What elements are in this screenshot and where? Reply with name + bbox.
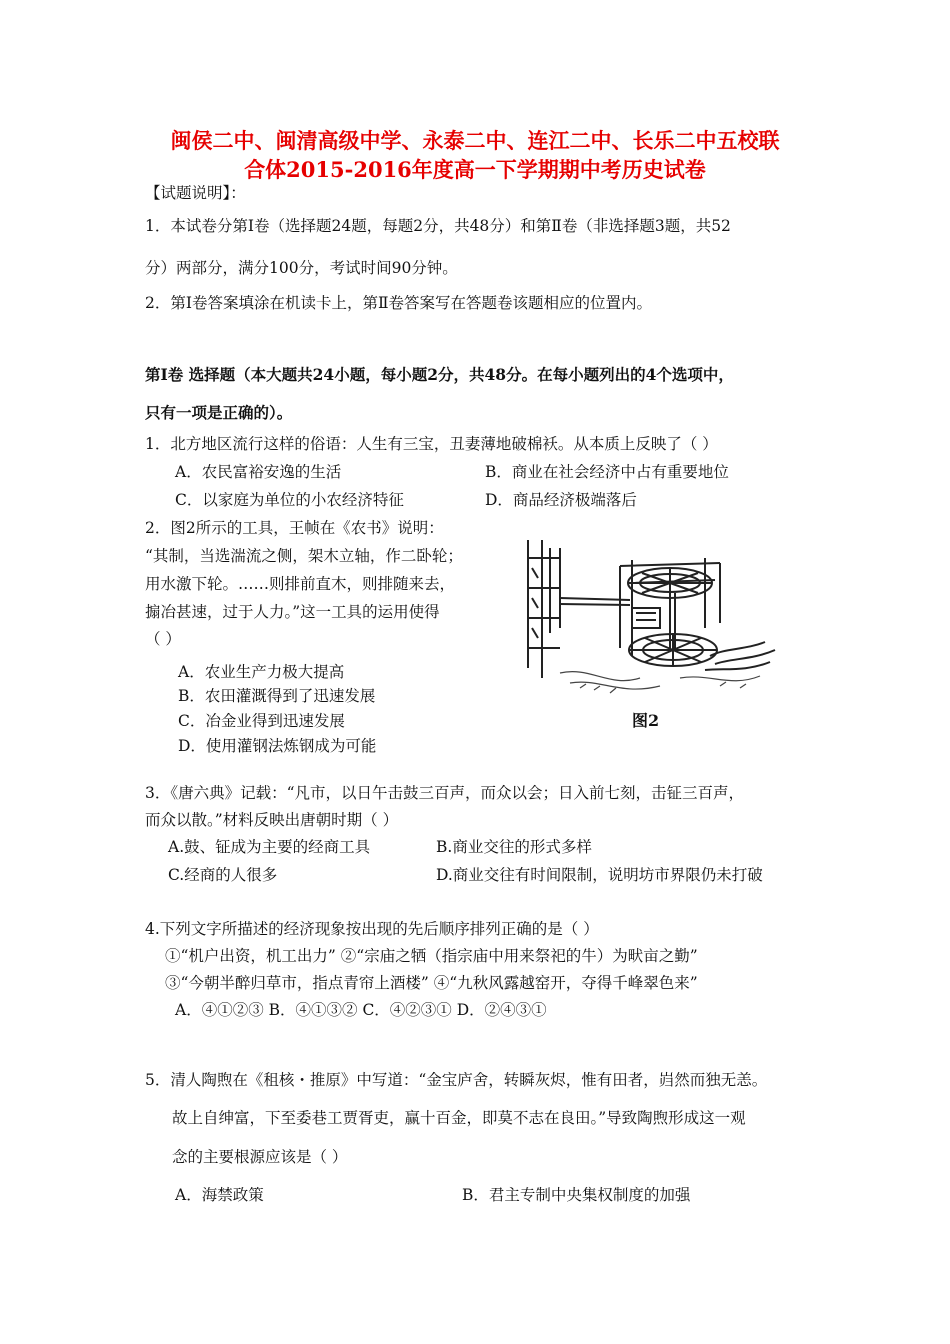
section-line-1: 第Ⅰ卷 选择题（本大题共24小题，每小题2分，共48分。在每小题列出的4个选项中， bbox=[145, 365, 734, 384]
water-powered-bellows-illustration bbox=[520, 538, 780, 698]
q3-line-2: 而众以散。”材料反映出唐朝时期（ ） bbox=[145, 811, 399, 829]
q1-option-b: B．商业在社会经济中占有重要地位 bbox=[485, 463, 729, 481]
q5-line-3: 念的主要根源应该是（ ） bbox=[172, 1148, 348, 1166]
q3-option-b: B.商业交往的形式多样 bbox=[436, 838, 592, 856]
instruction-1a: 1．本试卷分第Ⅰ卷（选择题24题，每题2分，共48分）和第Ⅱ卷（非选择题3题，共52 bbox=[145, 217, 731, 235]
q1-option-a: A．农民富裕安逸的生活 bbox=[175, 463, 342, 481]
q3-line-1: 3．《唐六典》记载：“凡市，以日午击鼓三百声，而众以会；日入前七刻，击钲三百声， bbox=[145, 784, 745, 802]
instructions-heading: 【试题说明】： bbox=[145, 184, 246, 202]
q2-line-2: “其制，当选湍流之侧，架木立轴，作二卧轮； bbox=[145, 547, 463, 565]
q5-option-a: A．海禁政策 bbox=[175, 1186, 264, 1204]
q2-option-c: C．冶金业得到迅速发展 bbox=[178, 712, 345, 730]
q5-line-1: 5．清人陶煦在《租核・推原》中写道：“金宝庐舍，转瞬灰烬，惟有田者，岿然而独无恙。 bbox=[145, 1071, 768, 1089]
q2-line-5: （ ） bbox=[145, 630, 181, 648]
q2-line-4: 搧冶甚速，过于人力。”这一工具的运用使得 bbox=[145, 603, 440, 621]
q2-line-1: 2．图2所示的工具，王帧在《农书》说明： bbox=[145, 519, 444, 537]
q4-stem: 4.下列文字所描述的经济现象按出现的先后顺序排列正确的是（ ） bbox=[145, 920, 599, 938]
figure-caption: 图2 bbox=[632, 711, 660, 730]
title-line-1: 闽侯二中、闽清高级中学、永泰二中、连江二中、长乐二中五校联 bbox=[170, 128, 780, 153]
q1-option-d: D．商品经济极端落后 bbox=[485, 491, 637, 509]
section-line-2: 只有一项是正确的）。 bbox=[145, 403, 293, 422]
q4-options: A．④①②③ B．④①③② C．④②③① D．②④③① bbox=[175, 1001, 547, 1019]
q3-option-d: D.商业交往有时间限制，说明坊市界限仍未打破 bbox=[436, 866, 763, 884]
q2-option-d: D．使用灌钢法炼钢成为可能 bbox=[178, 737, 377, 755]
instruction-1b: 分）两部分，满分100分，考试时间90分钟。 bbox=[145, 259, 458, 277]
instruction-2: 2．第Ⅰ卷答案填涂在机读卡上，第Ⅱ卷答案写在答题卷该题相应的位置内。 bbox=[145, 294, 653, 312]
q2-option-b: B．农田灌溉得到了迅速发展 bbox=[178, 687, 376, 705]
q3-option-a: A.鼓、钲成为主要的经商工具 bbox=[168, 838, 371, 856]
q1-stem: 1．北方地区流行这样的俗语：人生有三宝，丑妻薄地破棉袄。从本质上反映了（ ） bbox=[145, 435, 718, 453]
q5-option-b: B．君主专制中央集权制度的加强 bbox=[462, 1186, 691, 1204]
title-line-2: 合体2015-2016年度高一下学期期中考历史试卷 bbox=[244, 157, 706, 182]
q2-line-3: 用水激下轮。……则排前直木，则排随来去， bbox=[145, 575, 456, 593]
q4-statements-1: ①“机户出资，机工出力” ②“宗庙之牺（指宗庙中用来祭祀的牛）为畎亩之勤” bbox=[165, 947, 698, 965]
q5-line-2: 故上自绅富，下至委巷工贾胥吏，赢十百金，即莫不志在良田。”导致陶煦形成这一观 bbox=[172, 1109, 746, 1127]
q2-option-a: A．农业生产力极大提高 bbox=[178, 663, 345, 681]
q1-option-c: C．以家庭为单位的小农经济特征 bbox=[175, 491, 404, 509]
q4-statements-2: ③“今朝半醉归草市，指点青帘上酒楼” ④“九秋风露越窑开，夺得千峰翠色来” bbox=[165, 974, 698, 992]
q3-option-c: C.经商的人很多 bbox=[168, 866, 278, 884]
